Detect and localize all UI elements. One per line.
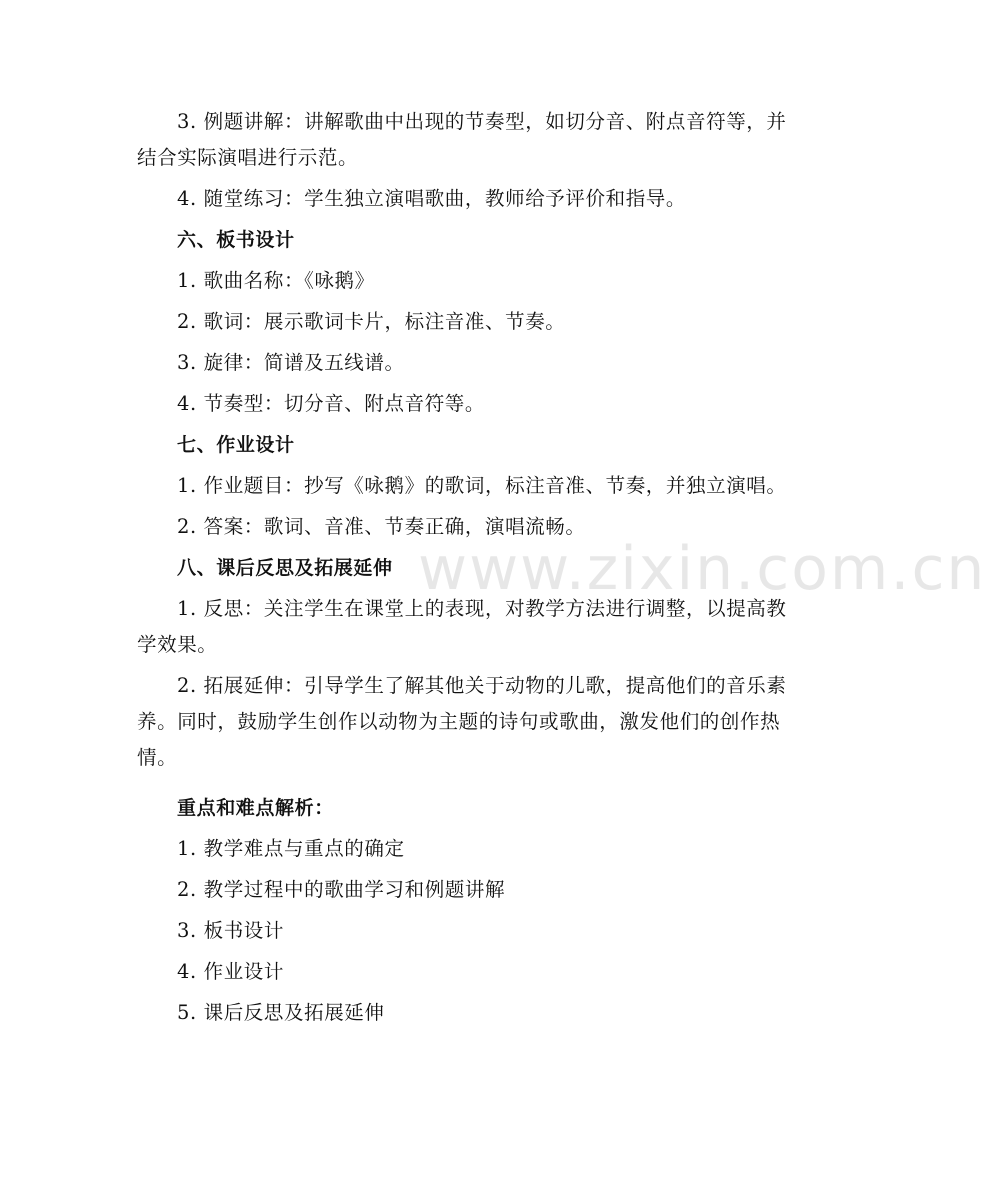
list-item: 1. 反思：关注学生在课堂上的表现，对教学方法进行调整，以提高教学效果。 — [137, 597, 787, 656]
list-item: 1. 作业题目：抄写《咏鹅》的歌词，标注音准、节奏，并独立演唱。 — [177, 474, 787, 497]
list-item: 5. 课后反思及拓展延伸 — [177, 1001, 385, 1024]
watermark: www.zixin.com.cn — [418, 534, 986, 604]
document-body — [137, 104, 797, 1031]
list-item: 3. 板书设计 — [177, 919, 285, 942]
list-item: 4. 作业设计 — [177, 960, 285, 983]
list-item: 1. 教学难点与重点的确定 — [177, 837, 405, 860]
heading-blackboard-design: 六、板书设计 — [177, 229, 295, 251]
paragraph-practice: 4. 随堂练习：学生独立演唱歌曲，教师给予评价和指导。 — [177, 187, 687, 210]
paragraph-example-explanation: 3. 例题讲解：讲解歌曲中出现的节奏型，如切分音、附点音符等，并结合实际演唱进行示范。 — [137, 110, 787, 169]
list-item: 1. 歌曲名称：《咏鹅》 — [177, 269, 375, 292]
list-item: 4. 节奏型：切分音、附点音符等。 — [177, 392, 486, 415]
list-item: 2. 答案：歌词、音准、节奏正确，演唱流畅。 — [177, 515, 586, 538]
heading-key-points: 重点和难点解析： — [177, 797, 334, 819]
list-item: 2. 歌词：展示歌词卡片，标注音准、节奏。 — [177, 310, 566, 333]
list-item: 3. 旋律：简谱及五线谱。 — [177, 351, 405, 374]
list-item: 2. 教学过程中的歌曲学习和例题讲解 — [177, 878, 506, 901]
heading-reflection: 八、课后反思及拓展延伸 — [177, 557, 393, 579]
heading-homework-design: 七、作业设计 — [177, 434, 295, 456]
list-item: 2. 拓展延伸：引导学生了解其他关于动物的儿歌，提高他们的音乐素养。同时，鼓励学生创作以动物为主题的诗句或歌曲，激发他们的创作热情。 — [137, 674, 787, 769]
